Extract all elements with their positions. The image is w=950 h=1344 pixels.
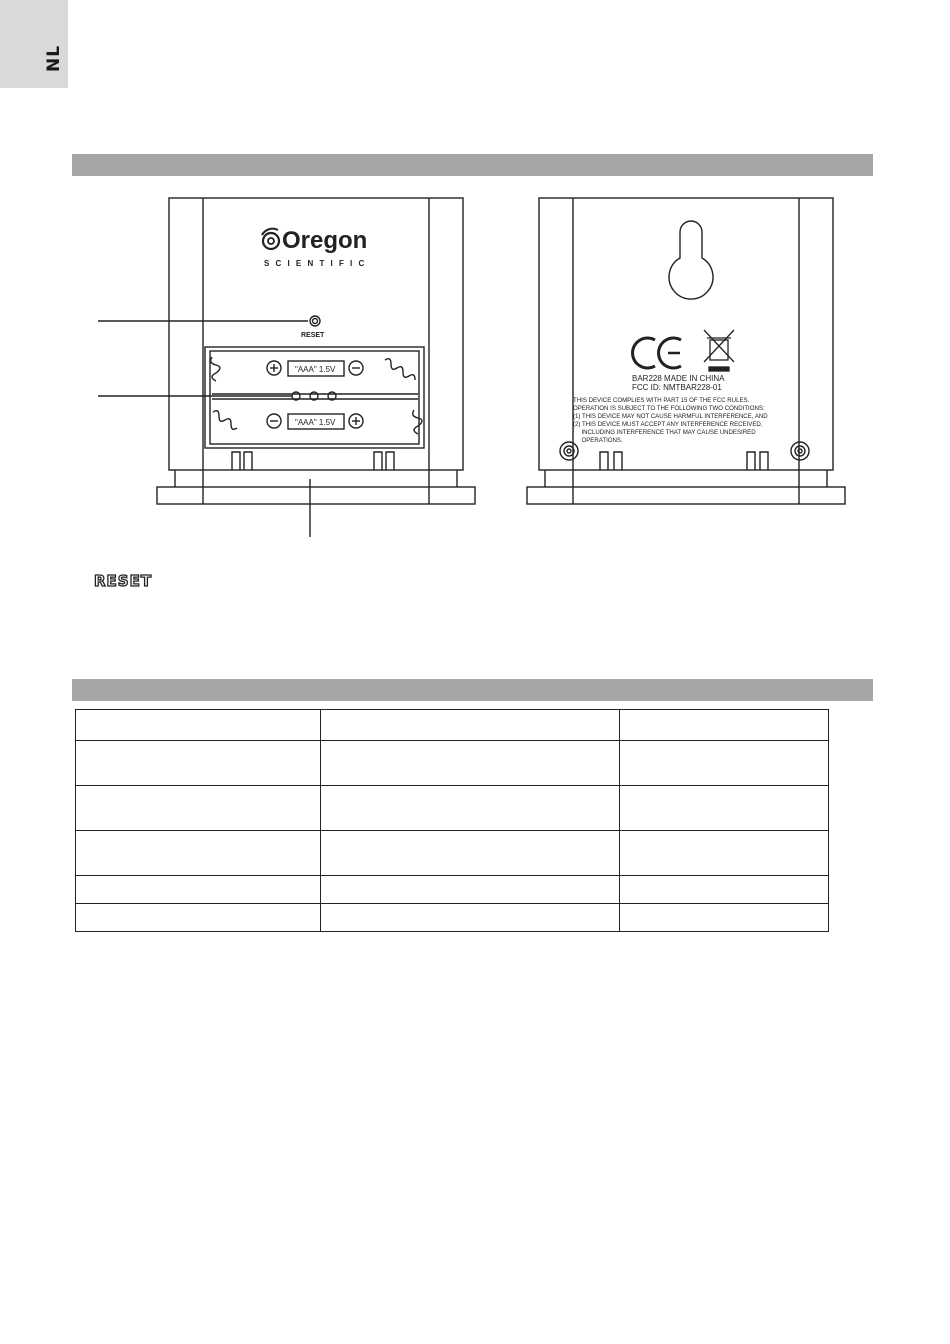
battery-compartment [205, 347, 424, 448]
brand-sub-text: SCIENTIFIC [264, 259, 371, 268]
weee-bin-icon [704, 330, 734, 371]
table-cell [321, 876, 619, 904]
table-cell [76, 904, 321, 932]
model-line: BAR228 MADE IN CHINA [632, 374, 725, 383]
table-cell [619, 710, 828, 741]
table-cell [321, 710, 619, 741]
table-row [76, 710, 829, 741]
reset-button-icon [310, 316, 320, 326]
brand-logo-text: Oregon [282, 227, 368, 254]
reset-button-label: RESET [301, 332, 325, 339]
table-row [76, 786, 829, 831]
compliance-line: OPERATIONS. [573, 437, 623, 444]
table-cell [619, 876, 828, 904]
table-cell [619, 786, 828, 831]
screw-hole-icon [791, 442, 809, 460]
table-cell [619, 741, 828, 786]
table-cell [76, 831, 321, 876]
compliance-line: INCLUDING INTERFERENCE THAT MAY CAUSE UNDESIRED [573, 429, 756, 436]
battery-top-label: "AAA" 1.5V [295, 365, 336, 374]
table-cell [321, 831, 619, 876]
spec-table [75, 709, 829, 932]
table-cell [321, 741, 619, 786]
table-row [76, 904, 829, 932]
device-back [527, 198, 845, 504]
ce-mark-icon [633, 338, 681, 368]
table-cell [619, 904, 828, 932]
reset-caption: RESET [94, 572, 153, 590]
compliance-line: (2) THIS DEVICE MUST ACCEPT ANY INTERFERENCE RECEIVED, [573, 421, 763, 428]
table-row [76, 741, 829, 786]
spring-icon [385, 359, 415, 380]
compliance-line: (1) THIS DEVICE MAY NOT CAUSE HARMFUL INTERFERENCE, AND [573, 413, 768, 420]
language-tab [0, 0, 68, 88]
screw-hole-icon [560, 442, 578, 460]
fcc-line: FCC ID: NMTBAR228-01 [632, 383, 722, 392]
table-cell [76, 786, 321, 831]
battery-bottom-label: "AAA" 1.5V [295, 418, 336, 427]
compliance-line: THIS DEVICE COMPLIES WITH PART 15 OF THE FCC RULES. [573, 397, 750, 404]
section-header-bar-overview [72, 154, 873, 176]
compliance-text [573, 397, 768, 444]
table-cell [76, 741, 321, 786]
table-row [76, 876, 829, 904]
table-cell [321, 786, 619, 831]
compliance-line: OPERATION IS SUBJECT TO THE FOLLOWING TWO CONDITIONS: [573, 405, 765, 412]
wall-hanger-icon [669, 221, 713, 299]
table-cell [321, 904, 619, 932]
table-cell [619, 831, 828, 876]
oregon-logo-icon [262, 229, 279, 249]
section-header-bar-specs [72, 679, 873, 701]
table-cell [76, 876, 321, 904]
language-code: NL [44, 44, 64, 72]
table-cell [76, 710, 321, 741]
table-row [76, 831, 829, 876]
device-illustration [0, 180, 950, 550]
